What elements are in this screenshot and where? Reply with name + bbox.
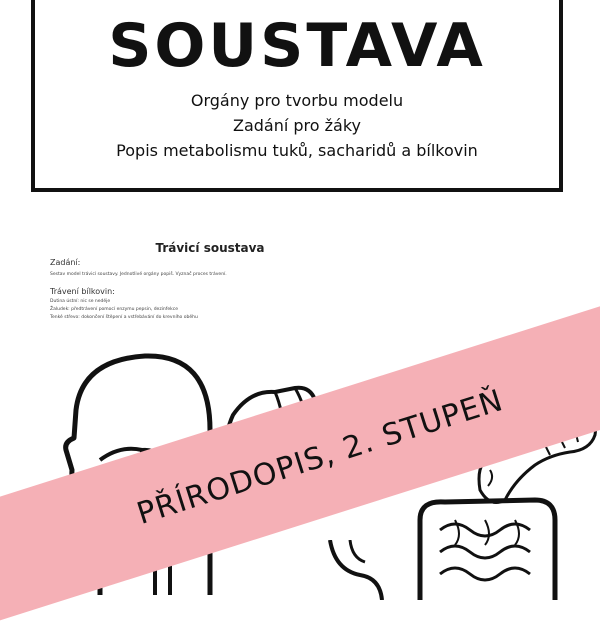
intestine-icon xyxy=(405,490,575,600)
assignment-label: Zadání: xyxy=(50,258,81,267)
protein-line: Dutina ústní: nic se neděje xyxy=(50,299,111,304)
title-box xyxy=(31,0,563,192)
protein-line: Tenké střevo: dokončení štěpení a vstřebávání do krevního oběhu xyxy=(50,315,198,320)
page-title: SOUSTAVA xyxy=(108,11,486,81)
assignment-text: Sestav model trávicí soustavy. Jednotlivé orgány popiš. Vyznač proces trávení. xyxy=(50,272,227,277)
subtitle-metabolism: Popis metabolismu tuků, sacharidů a bílkovin xyxy=(116,141,478,160)
stomach-icon xyxy=(320,540,390,600)
banner-text: PŘÍRODOPIS, 2. STUPEŇ xyxy=(132,382,508,532)
subtitle-assignment: Zadání pro žáky xyxy=(232,116,362,135)
protein-line: Žaludek: předtrávení pomocí enzymu pepsin, dezinfekce xyxy=(50,307,178,312)
protein-label: Trávení bílkovin: xyxy=(50,287,115,296)
subtitle-models: Orgány pro tvorbu modelu xyxy=(190,91,404,110)
preview-heading: Trávicí soustava xyxy=(155,241,265,255)
